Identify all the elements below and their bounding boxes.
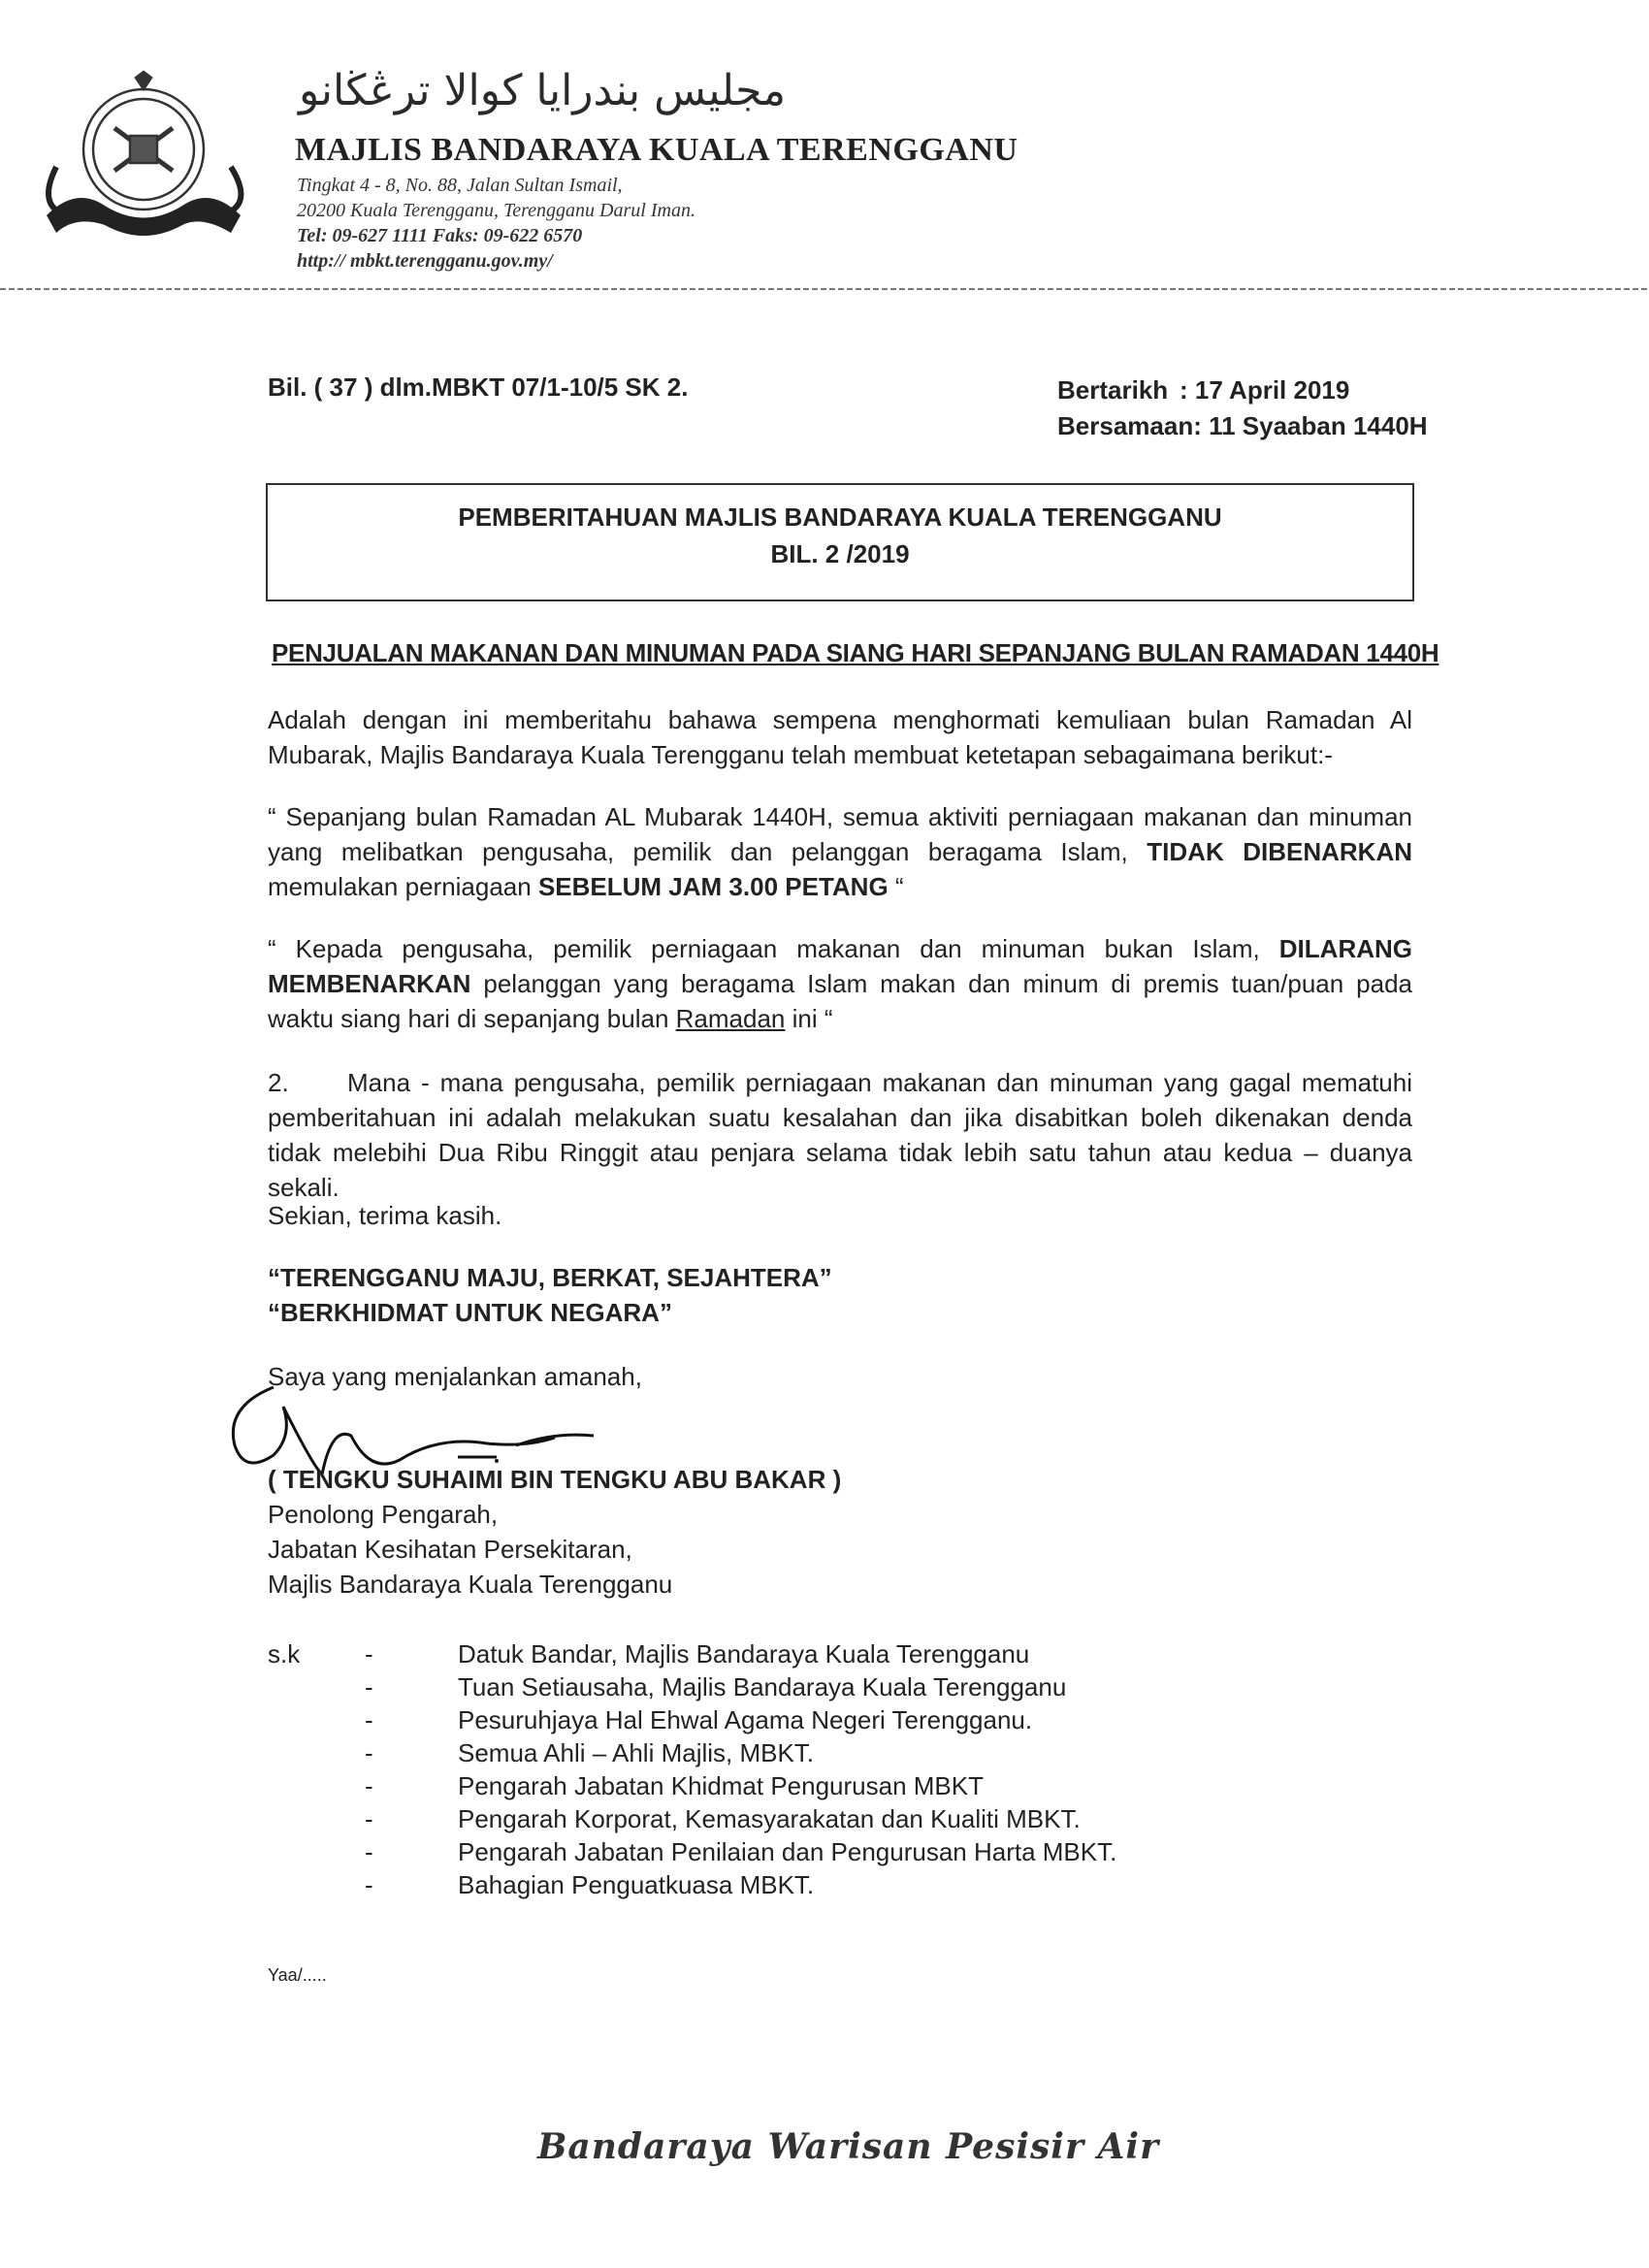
rule-1-emphasis-a: TIDAK DIBENARKAN [1147,837,1413,866]
rule-2-text-c: pelanggan yang beragama Islam makan dan minum di premis tuan/puan pada waktu siang hari di sepanjang bulan [268,969,1412,1033]
cc-dash: - [365,1738,373,1767]
cc-item: Pengarah Jabatan Penilaian dan Pengurusan Harta MBKT. [458,1837,1117,1866]
cc-item: Semua Ahli – Ahli Majlis, MBKT. [458,1738,815,1767]
cc-item: Pengarah Korporat, Kemasyarakatan dan Kualiti MBKT. [458,1804,1081,1833]
hijri-date-value: : 11 Syaaban 1440H [1193,411,1428,440]
notice-number: BIL. 2 /2019 [770,539,910,568]
rule-2-underlined: Ramadan [675,1004,786,1033]
cc-item: Pesuruhjaya Hal Ehwal Agama Negeri Terengganu. [458,1705,1033,1734]
intro-paragraph: Adalah dengan ini memberitahu bahawa sempena menghormati kemuliaan bulan Ramadan Al Mubarak, Majlis Bandaraya Kuala Terengganu telah membuat ketetapan sebagaimana berikut:- [268,705,1412,769]
cc-dash: - [365,1870,373,1899]
cc-label: s.k [268,1639,301,1669]
footer-motto: Bandaraya Warisan Pesisir Air [537,2126,1160,2167]
notice-title: PEMBERITAHUAN MAJLIS BANDARAYA KUALA TERENGGANU [458,502,1222,532]
paragraph-2-number: 2. [268,1068,289,1097]
paragraph-2-text: Mana - mana pengusaha, pemilik perniagaan makanan dan minuman yang gagal mematuhi pemberitahuan ini adalah melakukan suatu kesalahan dan jika disabitkan boleh dikenakan denda tidak melebihi Dua Ribu Ringgit atau penjara selama tidak lebih satu tahun atau kedua – duanya sekali. [268,1068,1412,1202]
signature-intro: Saya yang menjalankan amanah, [268,1362,642,1391]
hijri-date-label: Bersamaan [1057,411,1194,440]
rule-1-emphasis-b: SEBELUM JAM 3.00 PETANG [537,872,889,901]
rule-1-paragraph [268,799,1412,904]
cc-item: Bahagian Penguatkuasa MBKT. [458,1870,815,1899]
phone-fax: Tel: 09-627 1111 Faks: 09-622 6570 [297,225,583,246]
address-line-2: 20200 Kuala Terengganu, Terengganu Darul Iman. [297,200,695,221]
cc-item: Tuan Setiausaha, Majlis Bandaraya Kuala Terengganu [458,1672,1067,1701]
cc-dash: - [365,1639,373,1669]
cc-dash: - [365,1837,373,1866]
address-line-1: Tingkat 4 - 8, No. 88, Jalan Sultan Ismail, [297,175,623,196]
signatory-title-3: Majlis Bandaraya Kuala Terengganu [268,1570,673,1599]
rule-2-text-a: “ Kepada pengusaha, pemilik perniagaan makanan dan minuman bukan Islam, [268,934,1279,963]
cc-dash: - [365,1804,373,1833]
rule-1-text-e: “ [888,872,904,901]
org-name: MAJLIS BANDARAYA KUALA TERENGGANU [295,132,1018,168]
cc-dash: - [365,1705,373,1734]
slogan-1: “TERENGGANU MAJU, BERKAT, SEJAHTERA” [268,1263,832,1292]
cc-item: Datuk Bandar, Majlis Bandaraya Kuala Terengganu [458,1639,1030,1669]
cc-dash: - [365,1771,373,1800]
reference-number: Bil. ( 37 ) dlm.MBKT 07/1-10/5 SK 2. [268,373,689,402]
cc-item: Pengarah Jabatan Khidmat Pengurusan MBKT [458,1771,985,1800]
rule-2-emphasis: DILARANG MEMBENARKAN [268,934,1412,998]
municipal-crest-logo [37,70,279,244]
slogan-2: “BERKHIDMAT UNTUK NEGARA” [268,1298,672,1327]
initials: Yaa/..... [268,1965,327,1985]
date-label: Bertarikh [1057,375,1169,405]
website: http:// mbkt.terengganu.gov.my/ [297,250,553,272]
signatory-name: ( TENGKU SUHAIMI BIN TENGKU ABU BAKAR ) [268,1465,842,1494]
paragraph-2 [268,1065,1412,1205]
cc-dash: - [365,1672,373,1701]
letterhead-divider [0,287,1649,291]
date-value: : 17 April 2019 [1180,375,1350,405]
org-name-jawi: مجليس بندرايا كوالا ترڠڬانو [299,66,787,115]
subject-heading: PENJUALAN MAKANAN DAN MINUMAN PADA SIANG HARI SEPANJANG BULAN RAMADAN 1440H [272,638,1439,667]
rule-1-text-c: memulakan perniagaan [268,872,538,901]
rule-2-paragraph [268,931,1412,1036]
signatory-title-2: Jabatan Kesihatan Persekitaran, [268,1535,632,1564]
date-block [1057,373,1428,444]
rule-2-text-e: ini “ [785,1004,833,1033]
closing-line: Sekian, terima kasih. [268,1201,502,1230]
rule-1-text-a: “ Sepanjang bulan Ramadan AL Mubarak 1440H, semua aktiviti perniagaan makanan dan minuman yang melibatkan pengusaha, pemilik dan pelanggan beragama Islam, [268,802,1412,866]
signatory-title-1: Penolong Pengarah, [268,1500,499,1529]
